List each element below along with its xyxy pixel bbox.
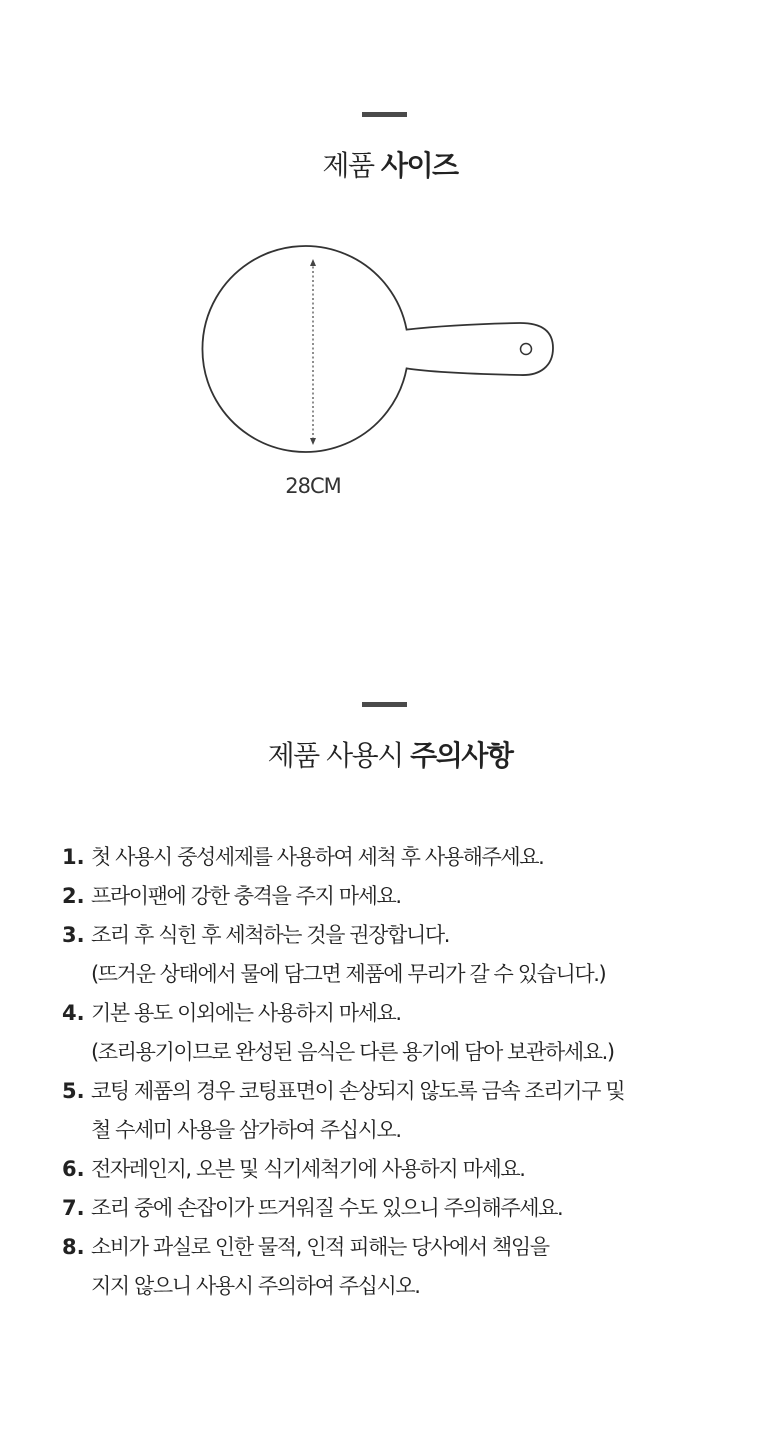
size-section-title	[0, 144, 780, 184]
item-text: 소비가 과실로 인한 물적, 인적 피해는 당사에서 책임을	[91, 1235, 549, 1259]
item-text: (조리용기이므로 완성된 음식은 다른 용기에 담아 보관하세요.)	[91, 1040, 614, 1064]
item-text: 조리 후 식힌 후 세척하는 것을 권장합니다.	[91, 923, 449, 947]
caution-item	[62, 1189, 624, 1228]
item-text: 프라이팬에 강한 충격을 주지 마세요.	[91, 884, 401, 908]
caution-item	[62, 1228, 624, 1306]
item-text: 철 수세미 사용을 삼가하여 주십시오.	[91, 1118, 401, 1142]
caution-item	[62, 1150, 624, 1189]
caution-list	[62, 838, 624, 1306]
caution-title-bold: 주의사항	[410, 739, 513, 772]
arrow-down-icon	[310, 438, 316, 445]
caution-item	[62, 916, 624, 994]
item-number: 6.	[62, 1157, 85, 1181]
caution-section-title	[0, 734, 780, 774]
item-number: 8.	[62, 1235, 85, 1259]
item-text: 첫 사용시 중성세제를 사용하여 세척 후 사용해주세요.	[91, 845, 544, 869]
item-number: 4.	[62, 1001, 85, 1025]
item-number: 5.	[62, 1079, 85, 1103]
item-number: 7.	[62, 1196, 85, 1220]
pan-outline	[202, 246, 553, 452]
item-text: 조리 중에 손잡이가 뜨거워질 수도 있으니 주의해주세요.	[91, 1196, 563, 1220]
caution-item	[62, 877, 624, 916]
caution-item	[62, 994, 624, 1072]
arrow-up-icon	[310, 259, 316, 266]
caution-title-normal: 제품 사용시	[267, 739, 403, 772]
section-divider-bar	[362, 112, 407, 117]
item-number: 2.	[62, 884, 85, 908]
item-number: 1.	[62, 845, 85, 869]
item-text: 코팅 제품의 경우 코팅표면이 손상되지 않도록 금속 조리기구 및	[91, 1079, 625, 1103]
handle-hole	[521, 344, 532, 355]
item-text: 지지 않으니 사용시 주의하여 주십시오.	[91, 1274, 420, 1298]
section-divider-bar	[362, 702, 407, 707]
item-text: (뜨거운 상태에서 물에 담그면 제품에 무리가 갈 수 있습니다.)	[91, 962, 606, 986]
caution-item	[62, 838, 624, 877]
item-text: 전자레인지, 오븐 및 식기세척기에 사용하지 마세요.	[91, 1157, 525, 1181]
item-number: 3.	[62, 923, 85, 947]
size-title-normal: 제품	[322, 149, 374, 182]
frying-pan-diagram	[195, 240, 565, 470]
caution-item	[62, 1072, 624, 1150]
diameter-label: 28CM	[285, 474, 341, 498]
item-text: 기본 용도 이외에는 사용하지 마세요.	[91, 1001, 401, 1025]
size-title-bold: 사이즈	[380, 149, 458, 182]
